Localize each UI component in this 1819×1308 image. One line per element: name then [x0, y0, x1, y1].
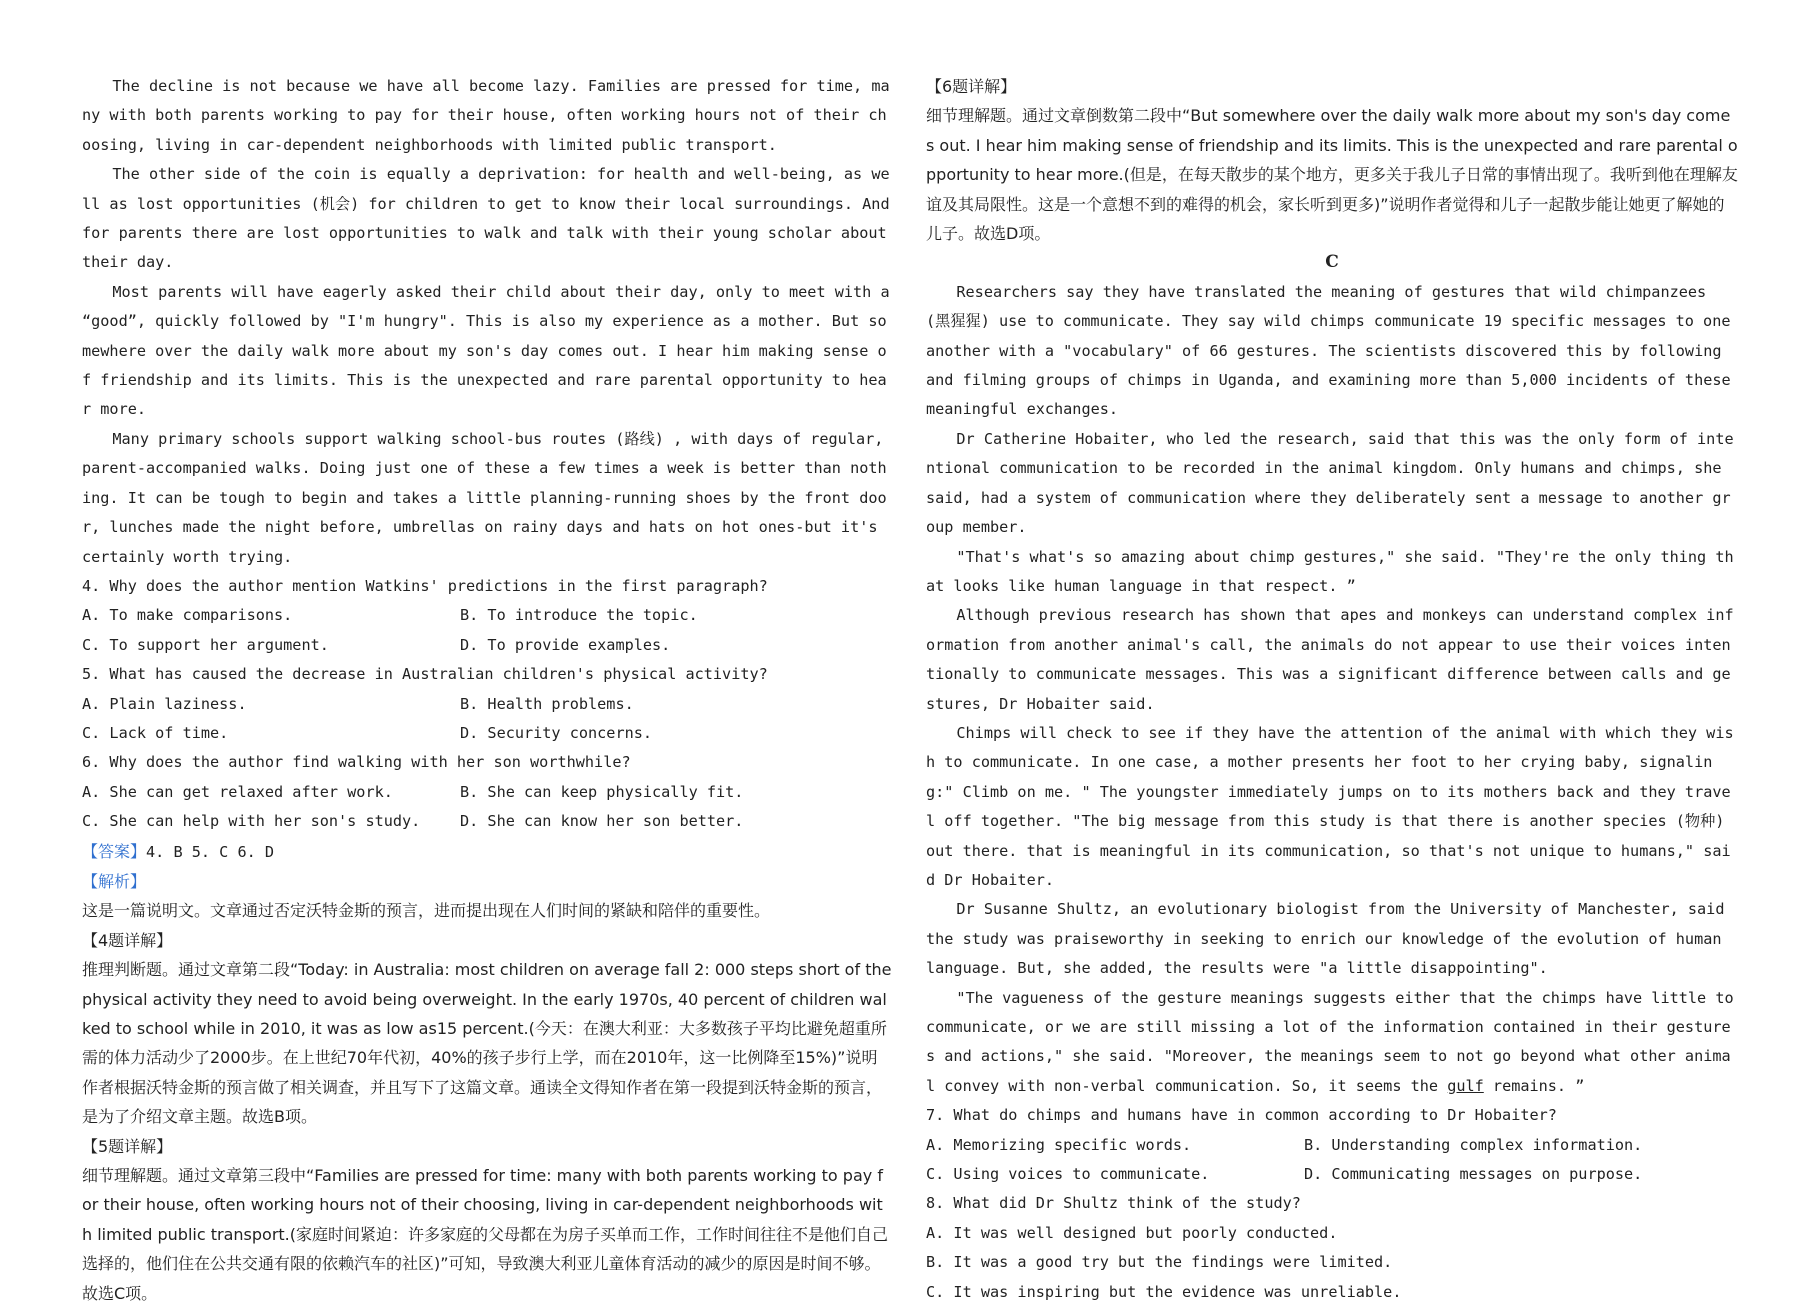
- option-a: A. To make comparisons.: [82, 606, 293, 625]
- detail-5-text: 细节理解题。通过文章第三段中“Families are pressed for time: many with both parents working to pay for their house, often working hours not of their choosing, living in car-dependent neighborhoods with limited public transport.(家庭时间紧迫：许多家庭的父母都在为房子买单而工作，工作时间往往不是他们自己选择的，他们住在公共交通有限的依赖汽车的社区)”可知，导致澳大利亚儿童体育活动的减少的原因是时间不够。故选C项。: [82, 1166, 888, 1303]
- passage-paragraph: Dr Catherine Hobaiter, who led the research, said that this was the only form of intentional communication to be recorded in the animal kingdom. Only humans and chimps, she said, had a system of communication where they deliberately sent a message to another group member.: [926, 429, 1734, 537]
- right-column: [926, 72, 1738, 1307]
- option-a: A. It was well designed but poorly conducted.: [926, 1223, 1338, 1242]
- passage-paragraph: The decline is not because we have all become lazy. Families are pressed for time, many with both parents working to pay for their house, often working hours not of their choosing, living in car-dependent neighborhoods with limited public transport.: [82, 77, 890, 154]
- question-6-stem: 6. Why does the author find walking with her son worthwhile?: [82, 753, 631, 772]
- option-b: B. To introduce the topic.: [460, 606, 698, 625]
- question-5-options: [82, 719, 892, 748]
- option-c: C. Lack of time.: [82, 723, 229, 742]
- option-a: A. She can get relaxed after work.: [82, 782, 393, 801]
- option-d: D. To provide examples.: [460, 635, 671, 654]
- passage-paragraph: The other side of the coin is equally a deprivation: for health and well-being, as well as lost opportunities (机会) for children to get to know their local surroundings. And for parents there are lost opportunities to walk and talk with their young scholar about their day.: [82, 165, 890, 272]
- question-4-stem: 4. Why does the author mention Watkins' predictions in the first paragraph?: [82, 576, 768, 595]
- option-a: A. Plain laziness.: [82, 694, 247, 713]
- question-4-options: [82, 601, 892, 630]
- passage-paragraph: Most parents will have eagerly asked their child about their day, only to meet with a “good”, quickly followed by "I'm hungry". This is also my experience as a mother. But somewhere over the daily walk more about my son's day comes out. I hear him making sense of friendship and its limits. This is the unexpected and rare parental opportunity to hear more.: [82, 282, 890, 419]
- question-6-options: [82, 778, 892, 807]
- question-7-options: [926, 1131, 1738, 1160]
- option-b: B. Health problems.: [460, 694, 634, 713]
- detail-6-text: 细节理解题。通过文章倒数第二段中“But somewhere over the daily walk more about my son's day comes out. I hear him making sense of friendship and its limits. This is the unexpected and rare parental opportunity to hear more.(但是，在每天散步的某个地方，更多关于我儿子日常的事情出现了。我听到他在理解友谊及其局限性。这是一个意想不到的难得的机会，家长听到更多)”说明作者觉得和儿子一起散步能让她更了解她的儿子。故选D项。: [926, 106, 1738, 244]
- option-b: B. She can keep physically fit.: [460, 782, 744, 801]
- passage-paragraph: Dr Susanne Shultz, an evolutionary biologist from the University of Manchester, said the study was praiseworthy in seeking to enrich our knowledge of the evolution of human language. But, she added, the results were "a little disappointing".: [926, 900, 1725, 978]
- option-d: D. She can know her son better.: [460, 812, 744, 831]
- passage-paragraph: Chimps will check to see if they have the attention of the animal with which they wish to communicate. In one case, a mother presents her foot to her crying baby, signaling:" Climb on me. " The youngster immediately jumps on to its mothers back and they travel off together. "The big message from this study is that there is another species (物种) out there. that is meaningful in its communication, so that's not unique to humans," said Dr Hobaiter.: [926, 723, 1734, 889]
- question-7-options: [926, 1160, 1738, 1189]
- detail-6-title: 【6题详解】: [926, 77, 1017, 96]
- question-5-stem: 5. What has caused the decrease in Australian children's physical activity?: [82, 665, 768, 684]
- option-c: C. She can help with her son's study.: [82, 812, 421, 831]
- passage-paragraph: [926, 984, 1738, 1102]
- answer-line: [82, 837, 892, 867]
- question-6-options: [82, 807, 892, 836]
- question-8-stem: 8. What did Dr Shultz think of the study?: [926, 1194, 1301, 1213]
- passage-paragraph: Researchers say they have translated the meaning of gestures that wild chimpanzees (黑猩猩) use to communicate. They say wild chimps communicate 19 specific messages to one another with a "vocabulary" of 66 gestures. The scientists discovered this by following and filming groups of chimps in Uganda, and examining more than 5,000 incidents of these meaningful exchanges.: [926, 282, 1731, 419]
- passage-paragraph: Although previous research has shown that apes and monkeys can understand complex information from another animal's call, the animals do not appear to use their voices intentionally to communicate messages. This was a significant difference between calls and gestures, Dr Hobaiter said.: [926, 606, 1734, 713]
- question-7-stem: 7. What do chimps and humans have in common according to Dr Hobaiter?: [926, 1106, 1557, 1125]
- answer-label: 【答案】: [82, 841, 147, 861]
- left-column: [82, 72, 892, 1308]
- option-b: B. It was a good try but the findings were limited.: [926, 1253, 1393, 1272]
- section-heading: C: [1325, 252, 1339, 273]
- detail-4-text: 推理判断题。通过文章第二段“Today: in Australia: most children on average fall 2: 000 steps short of the physical activity they need to avoid being overweight. In the early 1970s, 40 percent of children walked to school while in 2010, it was as low as15 percent.(今天：在澳大利亚：大多数孩子平均比避免超重所需的体力活动少了2000步。在上世纪70年代初，40%的孩子步行上学，而在2010年，这一比例降至15%)”说明作者根据沃特金斯的预言做了相关调查，并且写下了这篇文章。通读全文得知作者在第一段提到沃特金斯的预言，是为了介绍文章主题。故选B项。: [82, 960, 892, 1127]
- underlined-word: gulf: [1447, 1076, 1484, 1095]
- option-c: C. Using voices to communicate.: [926, 1165, 1210, 1184]
- question-5-options: [82, 690, 892, 719]
- passage-paragraph: Many primary schools support walking school-bus routes (路线) , with days of regular, parent-accompanied walks. Doing just one of these a few times a week is better than nothing. It can be tough to begin and takes a little planning-running shoes by the front door, lunches made the night before, umbrellas on rainy days and hats on hot ones-but it's certainly worth trying.: [82, 429, 887, 566]
- option-d: D. Communicating messages on purpose.: [1304, 1165, 1643, 1184]
- detail-4-title: 【4题详解】: [82, 930, 173, 950]
- option-b: B. Understanding complex information.: [1304, 1135, 1643, 1154]
- option-a: A. Memorizing specific words.: [926, 1135, 1192, 1154]
- option-c: C. It was inspiring but the evidence was unreliable.: [926, 1282, 1402, 1301]
- paragraph-text: remains. ”: [1483, 1076, 1585, 1095]
- passage-paragraph: "That's what's so amazing about chimp gestures," she said. "They're the only thing that looks like human language in that respect. ”: [926, 547, 1734, 595]
- answer-text: 4. B 5. C 6. D: [146, 842, 275, 861]
- option-c: C. To support her argument.: [82, 635, 329, 654]
- analysis-label: 【解析】: [82, 871, 147, 891]
- option-d: D. Security concerns.: [460, 723, 653, 742]
- question-4-options: [82, 631, 892, 660]
- detail-5-title: 【5题详解】: [82, 1136, 173, 1156]
- paragraph-text: "The vagueness of the gesture meanings suggests either that the chimps have little to communicate, or we are still missing a lot of the information contained in their gestures and actions," she said. "Moreover, the meanings seem to not go beyond what other animal convey with non-verbal communication. So, it seems the: [926, 988, 1734, 1095]
- analysis-text: 这是一篇说明文。文章通过否定沃特金斯的预言，进而提出现在人们时间的紧缺和陪伴的重要性。: [82, 901, 771, 921]
